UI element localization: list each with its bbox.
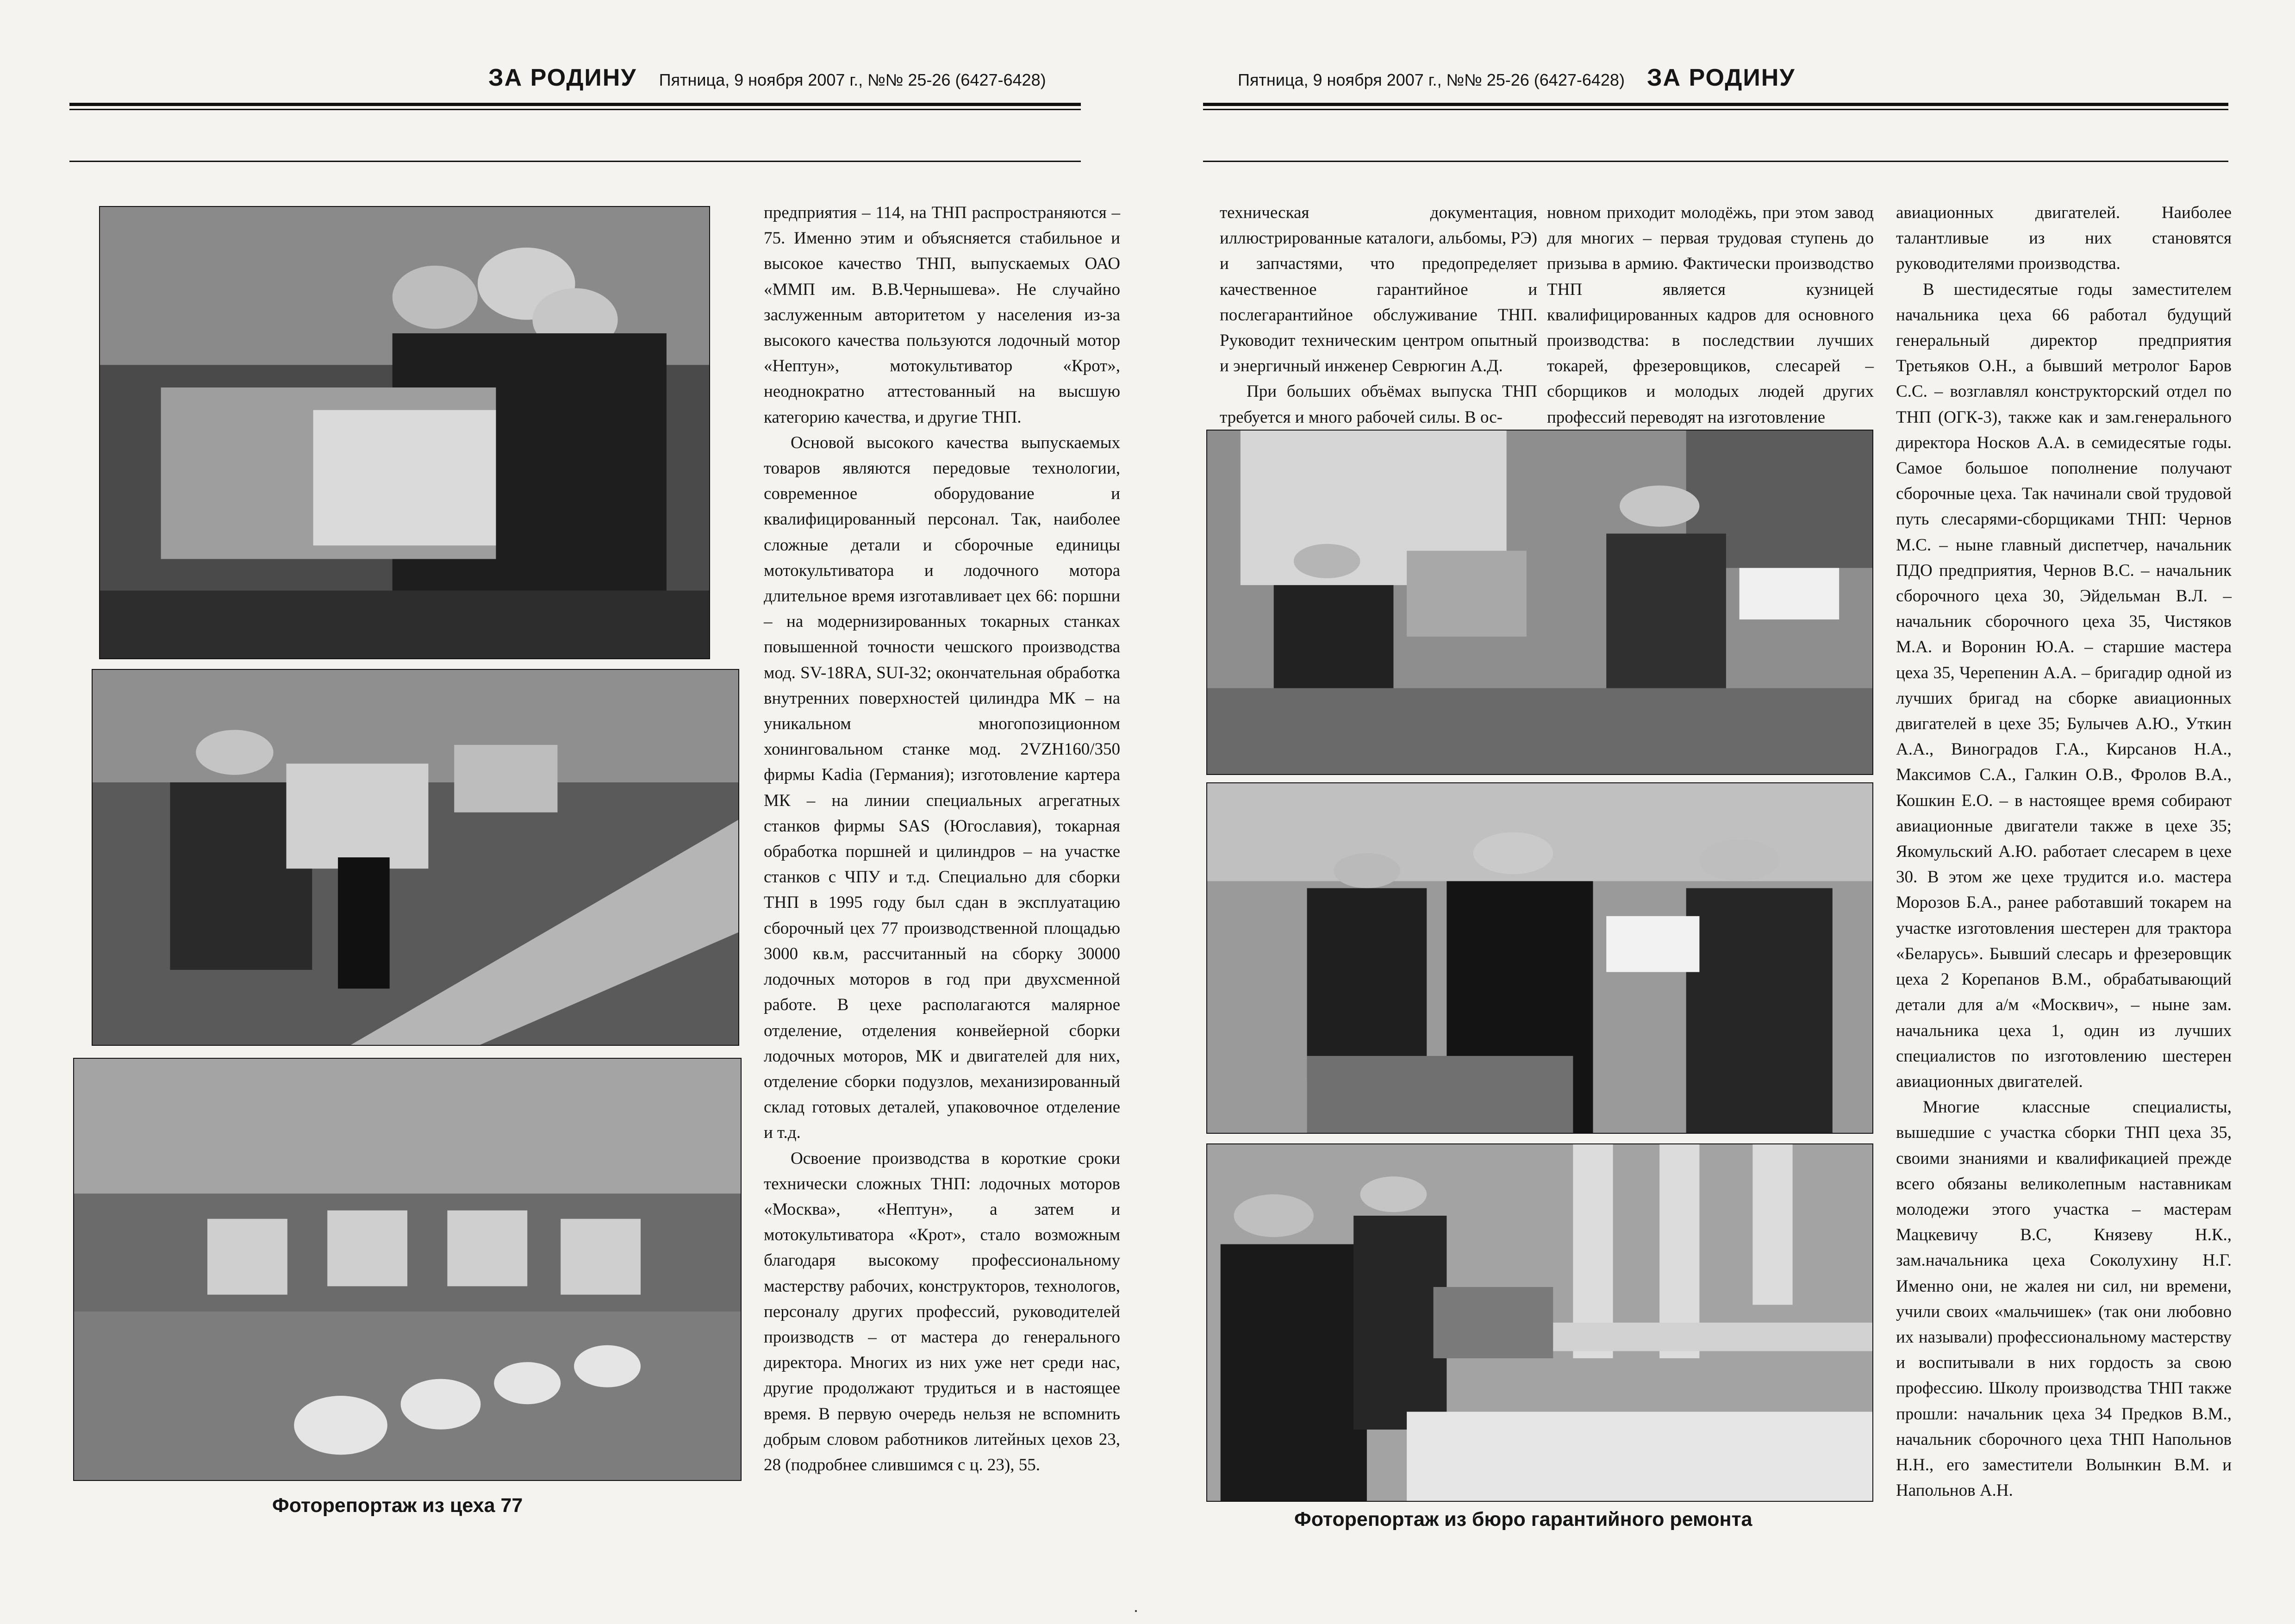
article-column-1	[1220, 200, 1537, 430]
section-rule	[1203, 161, 2228, 162]
newspaper-title: ЗА РОДИНУ	[488, 64, 637, 91]
paragraph: Многие классные специалисты, вышедшие с участка сборки ТНП цеха 35, своими знаниями и квалификацией прежде всего обязаны великолепным наставникам молодежи этого участка – мастерам Мацкевичу В.С, Князеву Н.К., зам.начальника цеха Соколухину Н.Г. Именно они, не жалея ни сил, ни времени, учили своих «мальчишек» (так они любовно их называли) профессиональному мастерству и воспитывали в них гордость за свою профессию. Школу производства ТНП также прошли: начальник цеха 34 Предков В.М., начальник сборочного цеха ТНП Напольнов Н.Н., его заместители Волынкин В.М. и Напольнов А.Н.	[1896, 1098, 2232, 1500]
article-column	[764, 200, 1120, 1478]
photo-repair-team	[1206, 782, 1873, 1134]
left-masthead	[488, 64, 1046, 92]
photo-assembly-workers	[99, 206, 710, 659]
photo-service-bureau	[1206, 430, 1873, 775]
right-page	[1148, 0, 2295, 1624]
photo-motor-repair	[1206, 1143, 1873, 1502]
article-column-2	[1547, 200, 1874, 430]
photo-assembly-line	[92, 669, 739, 1046]
paragraph: техническая документация, иллюстрированные каталоги, альбомы, РЭ) и запчастями, что предопределяет качественное гарантийное и послегарантийное обслуживание ТНП. Руководит техническим центром опытный и энергичный инженер Севрюгин А.Д.	[1220, 203, 1537, 376]
header-rule	[69, 103, 1081, 106]
header-rule	[69, 109, 1081, 110]
newspaper-title: ЗА РОДИНУ	[1646, 64, 1796, 91]
paragraph: предприятия – 114, на ТНП распространяются – 75. Именно этим и объясняется стабильное и высокое качество ТНП, выпускаемых ОАО «ММП им. В.В.Чернышева». Не случайно заслуженным авторитетом у населения из-за высокого качества пользуются лодочный мотор «Нептун», мотокультиватор «Крот», неоднократно аттестованный на высшую категорию качества, и другие ТНП.	[764, 203, 1120, 427]
paragraph: авиационных двигателей. Наиболее талантливые из них становятся руководителями производства.	[1896, 203, 2232, 274]
paragraph: Освоение производства в короткие сроки технически сложных ТНП: лодочных моторов «Москва», «Нептун», а затем и мотокультиватора «Крот», стало возможным благодаря высокому профессиональному мастерству рабочих, конструкторов, технологов, персоналу других профессий, руководителей производств – от мастера до генерального директора. Многих из них уже нет среди нас, другие продолжают трудиться и в настоящее время. В первую очередь нельзя не вспомнить добрым словом работников литейных цехов 23, 28 (подробнее слившимся с ц. 23), 55.	[764, 1149, 1120, 1474]
photo-cultivators	[73, 1058, 742, 1481]
section-rule	[69, 161, 1081, 162]
issue-dateline: Пятница, 9 ноября 2007 г., №№ 25-26 (6427-6428)	[1238, 70, 1625, 89]
paragraph: новном приходит молодёжь, при этом завод для многих – первая трудовая ступень до призыва в армию. Фактически производство ТНП является кузницей квалифицированных кадров для основного производства: в последствии лучших токарей, фрезеровщиков, слесарей – сборщиков и молодых людей других профессий переводят на изготовление	[1547, 203, 1874, 427]
paragraph: Основой высокого качества выпускаемых товаров являются передовые технологии, современное оборудование и квалифицированный персонал. Так, наиболее сложные детали и сборочные единицы мотокультиватора и лодочного мотора длительное время изготавливает цех 66: поршни – на модернизированных токарных станках повышенной точности чешского производства мод. SV-18RA, SUI-32; окончательная обработка внутренних поверхностей цилиндра МК – на уникальном многопозиционном хонинговальном станке мод. 2VZH160/350 фирмы Kadia (Германия); изготовление картера МК – на линии специальных агрегатных станков фирмы SAS (Югославия), токарная обработка поршней и цилиндров – на участке станков с ЧПУ и т.д. Специально для сборки ТНП в 1995 году был сдан в эксплуатацию сборочный цех 77 производственной площадью 3000 кв.м, рассчитанный на сборку 30000 лодочных моторов в год при двухсменной работе. В цехе располагаются малярное отделение, отделения конвейерной сборки лодочных моторов, МК и двигателей для них, отделение сборки подузлов, механизированный склад готовых деталей, упаковочное отделение и т.д.	[764, 433, 1120, 1143]
header-rule	[1203, 103, 2228, 106]
photo-caption: Фоторепортаж из цеха 77	[272, 1494, 523, 1517]
paragraph: В шестидесятые годы заместителем начальника цеха 66 работал будущий генеральный директор предприятия Третьяков О.Н., а бывший метролог Баров С.С. – возглавлял конструкторский отдел по ТНП (ОГК-3), также как и зам.генерального директора Носков А.А. в семидесятые годы. Самое большое пополнение получают сборочные цеха. Так начинали свой трудовой путь слесарями-сборщиками ТНП: Чернов М.С. – ныне главный диспетчер, начальник ПДО предприятия, Чернов В.С. – начальник сборочного цеха 30, Эйдельман В.Л. – начальник сборочного цеха 35, Чистяков М.А. и Воронин Ю.А. – старшие мастера цеха 35, Черепенин А.А. – бригадир одной из лучших бригад на сборке авиационных двигателей в цехе 35; Булычев А.Ю., Уткин А.А., Виноградов Г.А., Кирсанов Н.А., Максимов С.А., Галкин О.В., Фролов В.А., Кошкин Е.О. – в настоящее время собирают авиационные двигатели также в цехе 35; Якомульский А.Ю. работает слесарем в цехе 30. В этом же цехе трудится и.о. мастера Морозов Б.А., ранее работавший токарем на участке изготовления шестерен для трактора «Беларусь». Бывший слесарь и фрезеровщик цеха 2 Корепанов В.М., обрабатывающий детали для а/м «Москвич», – ныне зам. начальника цеха 1, один из лучших специалистов по изготовлению шестерен авиационных двигателей.	[1896, 280, 2232, 1091]
issue-dateline: Пятница, 9 ноября 2007 г., №№ 25-26 (6427-6428)	[659, 70, 1046, 89]
header-rule	[1203, 109, 2228, 110]
paragraph: При больших объёмах выпуска ТНП требуется и много рабочей силы. В ос-	[1220, 382, 1537, 427]
article-column-3	[1896, 200, 2232, 1503]
photo-caption: Фоторепортаж из бюро гарантийного ремонта	[1294, 1508, 1752, 1530]
right-masthead	[1238, 64, 1796, 92]
scan-speck	[1135, 1610, 1137, 1612]
